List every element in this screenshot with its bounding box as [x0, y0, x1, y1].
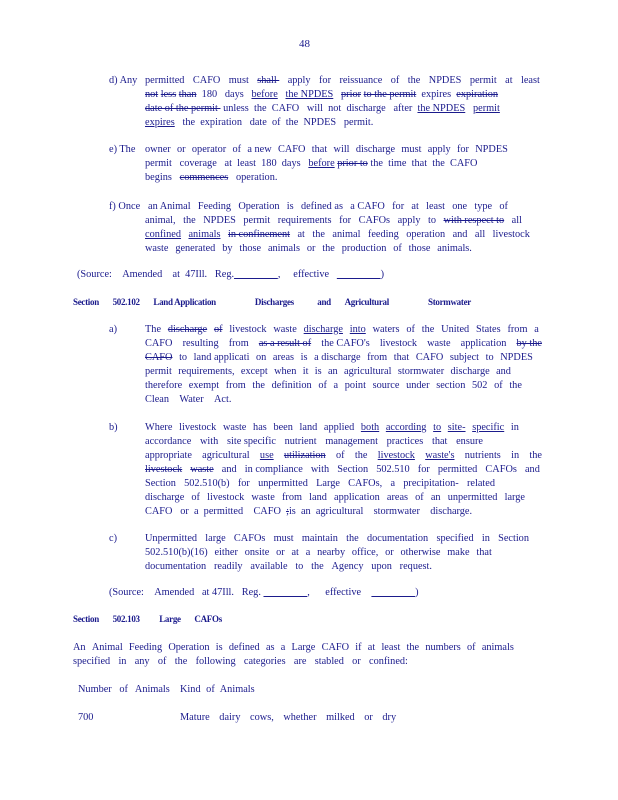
item-a-line-4: permit requirements, except when it is an agricultural stormwater discharge and [145, 366, 511, 377]
item-b-line-7: CAFO or a permitted CAFO ;is an agricultural stormwater discharge. [145, 506, 473, 517]
table-header-number: Number of Animals [78, 684, 170, 695]
paragraph-line-2: specified in any of the following categories are stabled or confined: [73, 656, 408, 667]
item-c-line-1: Unpermitted large CAFOs must maintain the documentation specified in Section [145, 533, 529, 544]
item-e-line-2: permit coverage at least 180 days before prior to the time that the CAFO [145, 158, 478, 169]
item-a-label: a) [109, 324, 117, 335]
source-note-2: (Source: Amended at 47Ill. Reg. , effective ) [109, 587, 419, 598]
item-c-line-2: 502.510(b)(16) either onsite or at a nearby office, or otherwise make that [145, 547, 492, 558]
item-f-label: f) Once [109, 201, 141, 212]
table-header-kind: Kind of Animals [180, 684, 255, 695]
item-a-line-1: The discharge of livestock waste discharge into waters of the United States from a [145, 324, 539, 335]
item-a-line-5: therefore exempt from the definition of a point source under section 502 of the [145, 380, 522, 391]
item-f-line-2: animal, the NPDES permit requirements for CAFOs apply to with respect to all [145, 215, 522, 226]
item-d-line-2: not less than 180 days before the NPDES prior to the permit expires expiration [145, 89, 499, 100]
item-d-line-4: expires the expiration date of the NPDES permit. [145, 117, 374, 128]
item-c-line-3: documentation readily available to the Agency upon request. [145, 561, 432, 572]
item-f-line-4: waste generated by those animals or the production of those animals. [145, 243, 472, 254]
table-cell-number: 700 [78, 712, 94, 723]
table-cell-kind: Mature dairy cows, whether milked or dry [180, 712, 397, 723]
item-b-line-4: livestock waste and in compliance with Section 502.510 for permitted CAFOs and [145, 464, 540, 475]
item-e-label: e) The [109, 144, 136, 155]
item-a-line-6: Clean Water Act. [145, 394, 232, 405]
item-a-line-2: CAFO resulting from as a result of the CAFO's livestock waste application by the [145, 338, 542, 349]
item-c-label: c) [109, 533, 117, 544]
item-d-line-3: date of the permit unless the CAFO will not discharge after the NPDES permit [145, 103, 500, 114]
item-b-line-5: Section 502.510(b) for unpermitted Large CAFOs, a precipitation- related [145, 478, 495, 489]
section-heading-502-102: Section 502.102 Land Application Discharges and Agricultural Stormwater [73, 297, 471, 307]
item-b-label: b) [109, 422, 118, 433]
source-note-1: (Source: Amended at 47Ill. Reg. , effective ) [77, 269, 385, 280]
item-b-line-3: appropriate agricultural use utilization of the livestock waste's nutrients in the [145, 450, 542, 461]
item-f-line-1: an Animal Feeding Operation is defined as a CAFO for at least one type of [148, 201, 508, 212]
item-f-line-3: confined animals in confinement at the animal feeding operation and all livestock [145, 229, 530, 240]
item-b-line-6: discharge of livestock waste from land application areas of an unpermitted large [145, 492, 525, 503]
item-d-label: d) Any [109, 75, 138, 86]
item-e-line-1: owner or operator of a new CAFO that will discharge must apply for NPDES [145, 144, 508, 155]
paragraph-line-1: An Animal Feeding Operation is defined as a Large CAFO if at least the numbers of animals [73, 642, 514, 653]
item-b-line-1: Where livestock waste has been land applied both according to site- specific in [145, 422, 519, 433]
page-number: 48 [299, 38, 310, 50]
item-b-line-2: accordance with site specific nutrient management practices that ensure [145, 436, 483, 447]
item-d-line-1: permitted CAFO must shall apply for reissuance of the NPDES permit at least [145, 75, 540, 86]
item-a-line-3: CAFO to land applicati on areas is a discharge from that CAFO subject to NPDES [145, 352, 533, 363]
section-heading-502-103: Section 502.103 Large CAFOs [73, 614, 222, 624]
item-e-line-3: begins commences operation. [145, 172, 278, 183]
